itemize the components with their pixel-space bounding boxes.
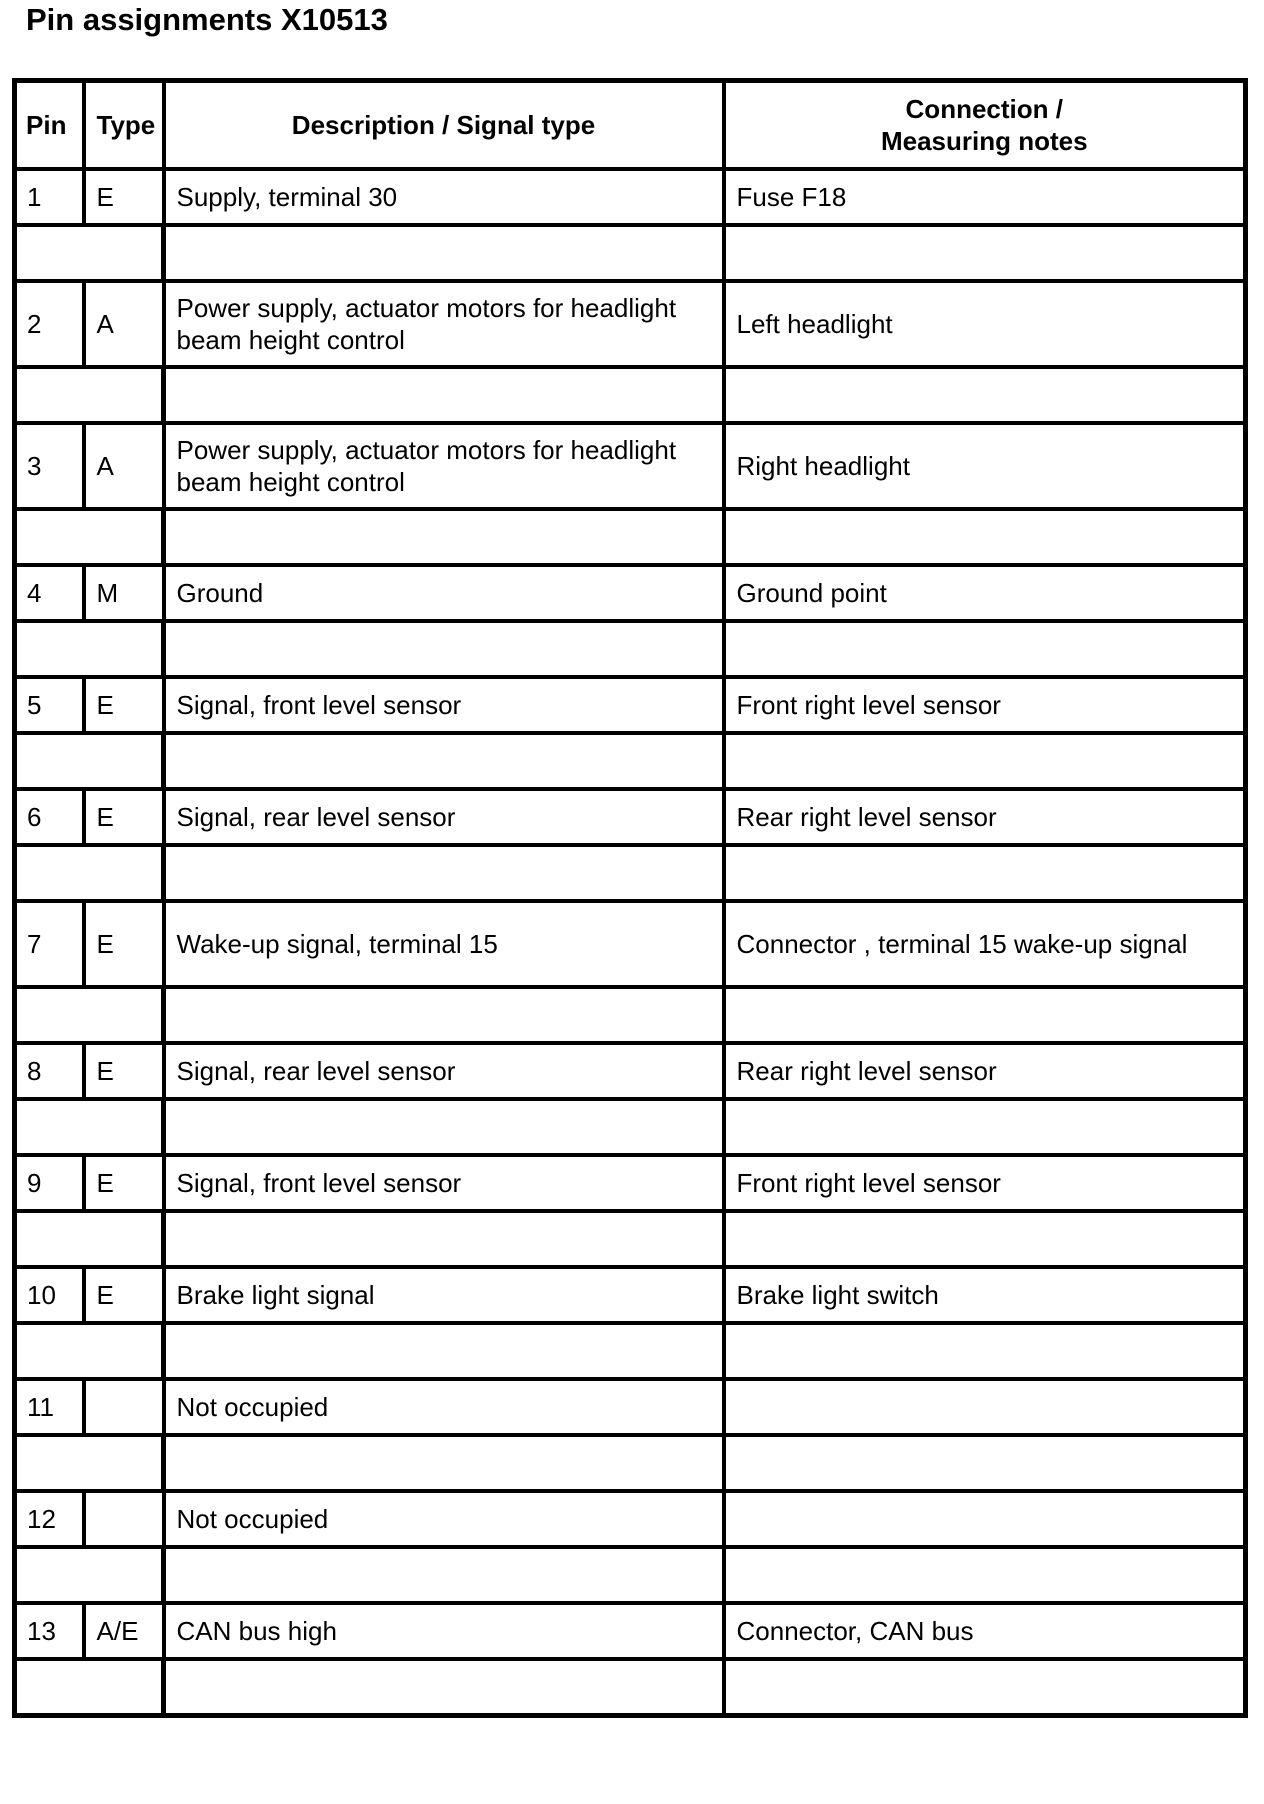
table-row [15,1379,1246,1435]
pin-cell: 8 [15,1043,84,1099]
description-cell: Signal, front level sensor [164,1155,724,1211]
spacer-description-cell [164,733,724,789]
type-cell: E [84,1043,164,1099]
spacer-row [15,1211,1246,1267]
spacer-pin-type-cell [15,1099,164,1155]
table-row [15,1043,1246,1099]
type-cell: E [84,169,164,225]
type-cell: A [84,423,164,509]
pin-cell: 10 [15,1267,84,1323]
spacer-connection-cell [724,367,1246,423]
connection-cell: Brake light switch [724,1267,1246,1323]
description-cell: Power supply, actuator motors for headlight beam height control [164,423,724,509]
spacer-description-cell [164,987,724,1043]
pin-assignment-table [12,78,1248,1718]
spacer-pin-type-cell [15,621,164,677]
spacer-connection-cell [724,1659,1246,1716]
spacer-pin-type-cell [15,367,164,423]
header-type: Type [84,81,164,170]
description-cell: Ground [164,565,724,621]
table-row [15,1155,1246,1211]
spacer-row [15,987,1246,1043]
spacer-pin-type-cell [15,509,164,565]
connection-cell: Left headlight [724,281,1246,367]
spacer-row [15,1435,1246,1491]
connection-cell [724,1491,1246,1547]
spacer-pin-type-cell [15,1659,164,1716]
spacer-connection-cell [724,225,1246,281]
spacer-row [15,1547,1246,1603]
connection-cell: Connector , terminal 15 wake-up signal [724,901,1246,987]
description-cell: Brake light signal [164,1267,724,1323]
table-row [15,789,1246,845]
spacer-connection-cell [724,1547,1246,1603]
spacer-row [15,733,1246,789]
spacer-connection-cell [724,621,1246,677]
connection-cell: Front right level sensor [724,1155,1246,1211]
table-row [15,281,1246,367]
type-cell: A [84,281,164,367]
spacer-description-cell [164,1099,724,1155]
description-cell: Power supply, actuator motors for headlight beam height control [164,281,724,367]
spacer-row [15,845,1246,901]
connection-cell: Rear right level sensor [724,789,1246,845]
type-cell: E [84,677,164,733]
spacer-description-cell [164,1211,724,1267]
description-cell: Signal, rear level sensor [164,1043,724,1099]
description-cell: Signal, rear level sensor [164,789,724,845]
spacer-pin-type-cell [15,1547,164,1603]
header-pin: Pin [15,81,84,170]
description-cell: Signal, front level sensor [164,677,724,733]
spacer-description-cell [164,225,724,281]
spacer-description-cell [164,1547,724,1603]
spacer-connection-cell [724,1211,1246,1267]
pin-cell: 5 [15,677,84,733]
spacer-row [15,509,1246,565]
spacer-connection-cell [724,845,1246,901]
spacer-description-cell [164,621,724,677]
spacer-row [15,1323,1246,1379]
spacer-pin-type-cell [15,1323,164,1379]
header-connection-line2: Measuring notes [880,126,1088,156]
type-cell: E [84,789,164,845]
type-cell: E [84,1155,164,1211]
connection-cell: Connector, CAN bus [724,1603,1246,1659]
spacer-description-cell [164,367,724,423]
table-row [15,677,1246,733]
description-cell: Not occupied [164,1491,724,1547]
pin-cell: 11 [15,1379,84,1435]
table-row [15,1603,1246,1659]
connection-cell: Ground point [724,565,1246,621]
pin-cell: 2 [15,281,84,367]
spacer-row [15,367,1246,423]
spacer-description-cell [164,1435,724,1491]
spacer-description-cell [164,1659,724,1716]
table-row [15,1491,1246,1547]
spacer-connection-cell [724,733,1246,789]
connection-cell: Fuse F18 [724,169,1246,225]
header-description: Description / Signal type [164,81,724,170]
type-cell [84,1491,164,1547]
pin-cell: 6 [15,789,84,845]
header-connection [724,81,1246,170]
connection-cell: Rear right level sensor [724,1043,1246,1099]
pin-cell: 12 [15,1491,84,1547]
spacer-pin-type-cell [15,1211,164,1267]
type-cell: E [84,1267,164,1323]
table-row [15,901,1246,987]
description-cell: CAN bus high [164,1603,724,1659]
spacer-pin-type-cell [15,987,164,1043]
spacer-row [15,1659,1246,1716]
spacer-pin-type-cell [15,1435,164,1491]
spacer-pin-type-cell [15,845,164,901]
spacer-connection-cell [724,987,1246,1043]
type-cell [84,1379,164,1435]
type-cell: A/E [84,1603,164,1659]
table-row [15,169,1246,225]
pin-cell: 13 [15,1603,84,1659]
spacer-row [15,225,1246,281]
spacer-connection-cell [724,1323,1246,1379]
spacer-description-cell [164,1323,724,1379]
spacer-row [15,621,1246,677]
type-cell: E [84,901,164,987]
pin-rows [15,169,1246,1716]
page-title: Pin assignments X10513 [26,2,388,37]
header-row [15,81,1246,170]
table-row [15,565,1246,621]
table-row [15,1267,1246,1323]
description-cell: Supply, terminal 30 [164,169,724,225]
header-connection-line1: Connection / [905,94,1063,124]
spacer-pin-type-cell [15,733,164,789]
spacer-description-cell [164,845,724,901]
type-cell: M [84,565,164,621]
spacer-connection-cell [724,1435,1246,1491]
pin-cell: 3 [15,423,84,509]
pin-cell: 1 [15,169,84,225]
description-cell: Wake-up signal, terminal 15 [164,901,724,987]
connection-cell: Right headlight [724,423,1246,509]
connection-cell: Front right level sensor [724,677,1246,733]
spacer-description-cell [164,509,724,565]
spacer-connection-cell [724,1099,1246,1155]
connection-cell [724,1379,1246,1435]
pin-cell: 4 [15,565,84,621]
spacer-connection-cell [724,509,1246,565]
table-row [15,423,1246,509]
spacer-pin-type-cell [15,225,164,281]
description-cell: Not occupied [164,1379,724,1435]
pin-cell: 7 [15,901,84,987]
spacer-row [15,1099,1246,1155]
pin-cell: 9 [15,1155,84,1211]
